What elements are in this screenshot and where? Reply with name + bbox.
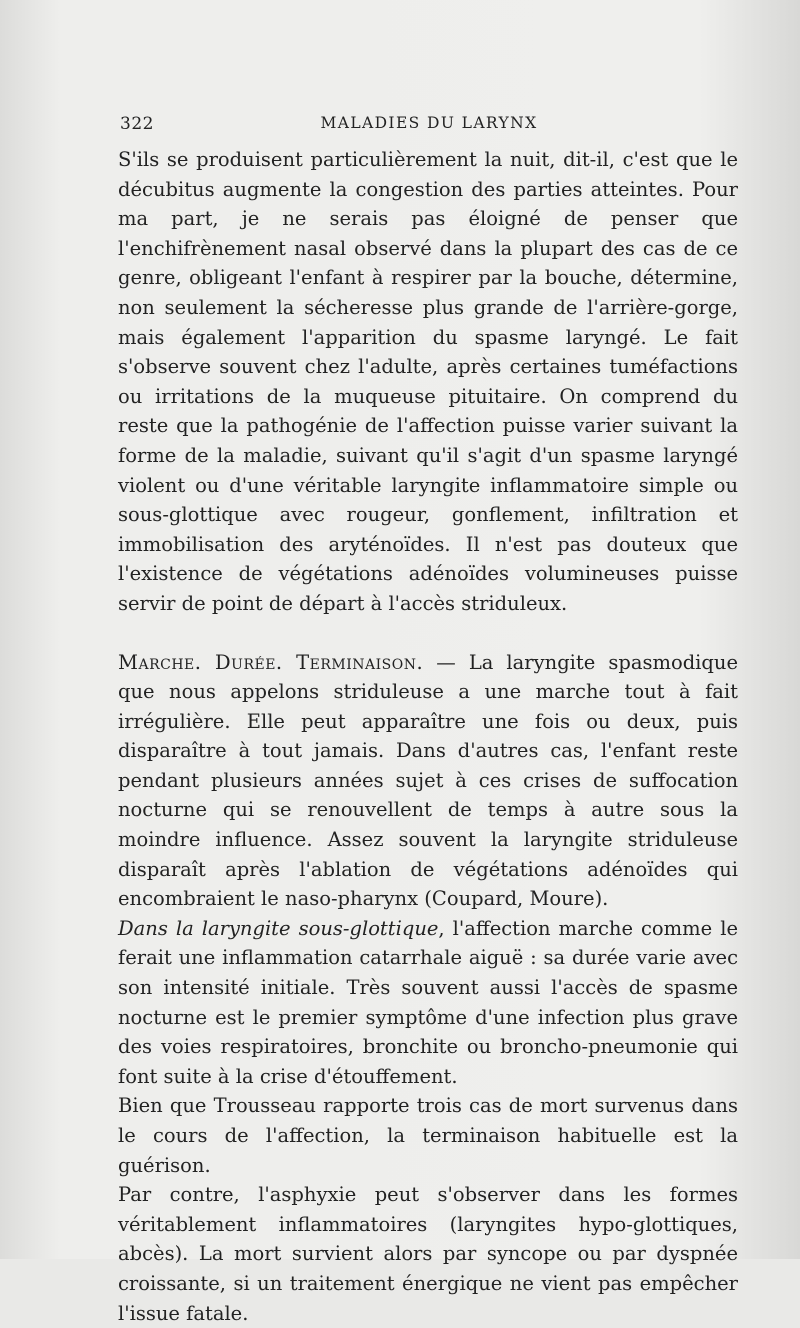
paragraph-4: Bien que Trousseau rapporte trois cas de mort survenus dans le cours de l'affection, la terminaison habituelle est la guérison. [118,1094,738,1177]
page-header [120,114,738,140]
paragraph-2 [118,648,738,914]
paragraph-3 [118,914,738,1092]
section-heading: Marche. Durée. Terminaison. [118,650,424,674]
paragraph-3-text: , l'affection marche comme le ferait une inflammation catarrhale aiguë : sa durée varie avec son intensité initiale. Très souvent aussi l'accès de spasme nocturne est le premier symptôme d'une infection plus grave des voies respiratoires, bronchite ou broncho-pneumonie qui font suite à la crise d'étouffement. [118,916,738,1088]
paragraph-2-text: — La laryngite spasmodique que nous appelons striduleuse a une marche tout à fait irrégulière. Elle peut apparaître une fois ou deux, puis disparaître à tout jamais. Dans d'autres cas, l'enfant reste pendant plusieurs années sujet à ces crises de suffocation nocturne qui se renouvellent de temps à autre sous la moindre influence. Assez souvent la laryngite striduleuse disparaît après l'ablation de végétations adénoïdes qui encombraient le naso-pharynx (Coupard, Moure). [118,650,738,911]
page-number: 322 [120,114,154,134]
paragraph-1: S'ils se produisent particulièrement la nuit, dit-il, c'est que le décubitus augmente la congestion des parties atteintes. Pour ma part, je ne serais pas éloigné de penser que l'enchifrènement nasal observé dans la plupart des cas de ce genre, obligeant l'enfant à respirer par la bouche, détermine, non seulement la sécheresse plus grande de l'arrière-gorge, mais également l'apparition du spasme laryngé. Le fait s'observe souvent chez l'adulte, après certaines tuméfactions ou irritations de la muqueuse pituitaire. On comprend du reste que la pathogénie de l'affection puisse varier suivant la forme de la maladie, suivant qu'il s'agit d'un spasme laryngé violent ou d'une véritable laryngite inflammatoire simple ou sous-glottique avec rougeur, gonflement, infiltration et immobilisation des aryténoïdes. Il n'est pas douteux que l'existence de végétations adénoïdes volumineuses puisse servir de point de départ à l'accès striduleux. [118,148,738,615]
paragraph-5: Par contre, l'asphyxie peut s'observer dans les formes véritablement inflammatoires (laryngites hypo-glottiques, abcès). La mort survient alors par syncope ou par dyspnée croissante, si un traitement énergique ne vient pas empêcher l'issue fatale. [118,1183,738,1325]
page-body [118,145,738,1328]
italic-phrase: Dans la laryngite sous-glottique [118,916,439,940]
paragraph-gap [118,619,738,648]
running-title: MALADIES DU LARYNX [320,114,538,132]
